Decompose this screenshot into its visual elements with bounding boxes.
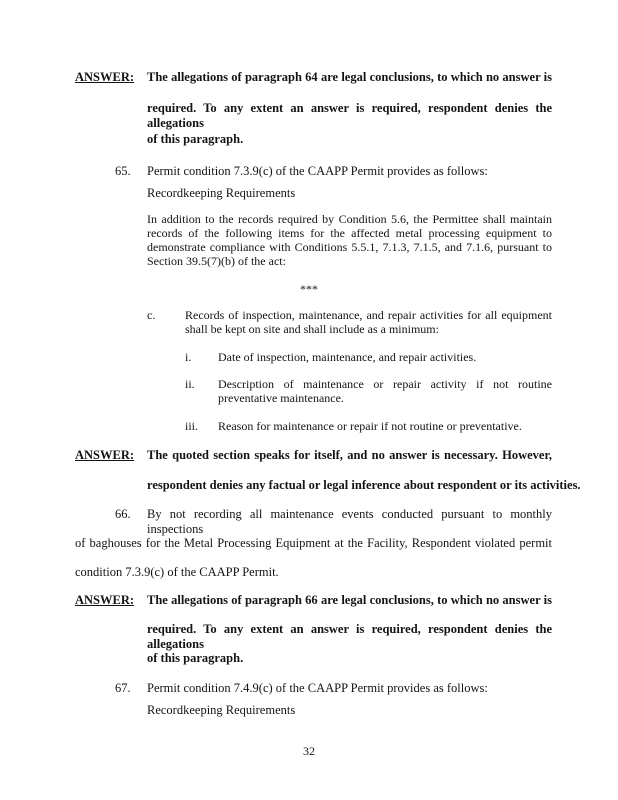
answer-label: ANSWER:	[75, 593, 135, 607]
answer-label: ANSWER:	[75, 448, 135, 462]
paragraph-text: By not recording all maintenance events conducted pursuant to monthly inspections	[147, 507, 552, 536]
quote-line: In addition to the records required by Condition 5.6, the Permittee shall maintain	[147, 212, 552, 226]
answer-text-line: required. To any extent an answer is required, respondent denies the allegations	[147, 101, 552, 130]
answer-text-line: respondent denies any factual or legal inference about respondent or its activities.	[147, 478, 581, 492]
sublist-marker: iii.	[185, 419, 199, 433]
sublist-item-text: Reason for maintenance or repair if not routine or preventative.	[218, 419, 522, 433]
paragraph-number: 67.	[115, 681, 131, 695]
answer-text-line: of this paragraph.	[147, 651, 244, 665]
paragraph-text: condition 7.3.9(c) of the CAAPP Permit.	[75, 565, 279, 579]
sublist-item-text: preventative maintenance.	[218, 391, 344, 405]
sublist-item-text: Date of inspection, maintenance, and repair activities.	[218, 350, 477, 364]
sublist-item-text: Description of maintenance or repair activity if not routine	[218, 377, 552, 391]
section-separator: ***	[300, 282, 318, 296]
answer-text-line: The allegations of paragraph 64 are legal conclusions, to which no answer is	[147, 70, 552, 84]
paragraph-text: Permit condition 7.4.9(c) of the CAAPP Permit provides as follows:	[147, 681, 488, 695]
quote-line: Section 39.5(7)(b) of the act:	[147, 254, 286, 268]
answer-text-line: of this paragraph.	[147, 132, 244, 146]
answer-text-line: The allegations of paragraph 66 are legal conclusions, to which no answer is	[147, 593, 552, 607]
quote-line: records of the following items for the affected metal processing equipment to	[147, 226, 552, 240]
sublist-marker: i.	[185, 350, 192, 364]
answer-text-line: The quoted section speaks for itself, and no answer is necessary. However,	[147, 448, 552, 462]
list-marker: c.	[147, 308, 156, 322]
sublist-marker: ii.	[185, 377, 195, 391]
answer-label: ANSWER:	[75, 70, 135, 84]
list-item-text: shall be kept on site and shall include as a minimum:	[185, 322, 439, 336]
paragraph-number: 66.	[115, 507, 131, 521]
quote-heading: Recordkeeping Requirements	[147, 186, 296, 200]
answer-text-line: required. To any extent an answer is required, respondent denies the allegations	[147, 622, 552, 651]
page-number: 32	[303, 744, 315, 758]
quote-heading: Recordkeeping Requirements	[147, 703, 296, 717]
quote-line: demonstrate compliance with Conditions 5.5.1, 7.1.3, 7.1.5, and 7.1.6, pursuant to	[147, 240, 552, 254]
paragraph-number: 65.	[115, 164, 131, 178]
paragraph-text: Permit condition 7.3.9(c) of the CAAPP Permit provides as follows:	[147, 164, 488, 178]
list-item-text: Records of inspection, maintenance, and repair activities for all equipment	[185, 308, 552, 322]
paragraph-text: of baghouses for the Metal Processing Equipment at the Facility, Respondent violated permit	[75, 536, 552, 550]
